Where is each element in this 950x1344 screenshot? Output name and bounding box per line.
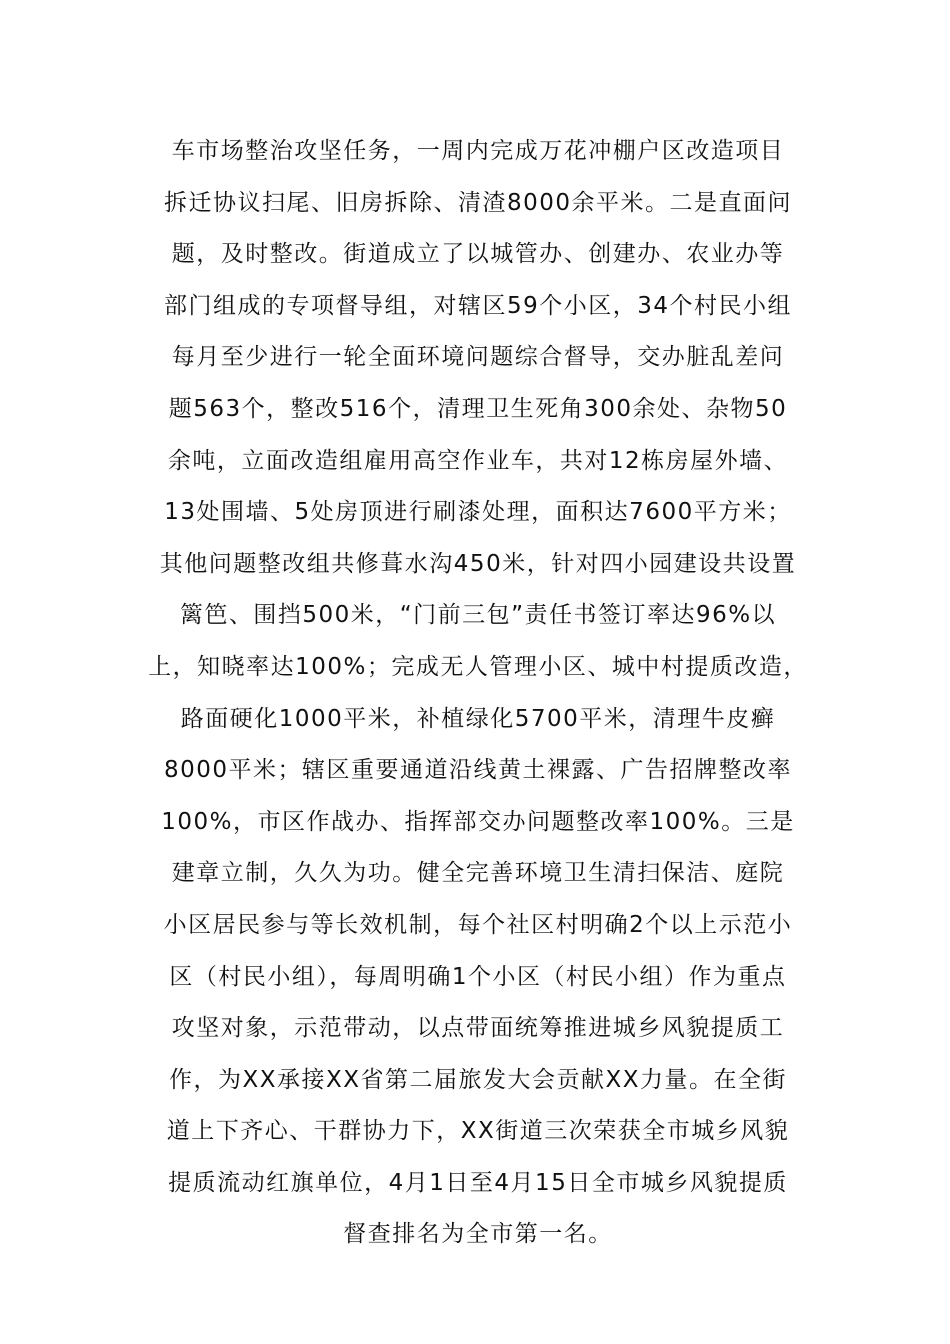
paragraph-line: 8000平米；辖区重要通道沿线黄土裸露、广告招牌整改率	[163, 757, 793, 784]
paragraph-line: 部门组成的专项督导组，对辖区59个小区，34个村民小组	[163, 292, 793, 319]
paragraph-line: 道上下齐心、干群协力下，XX街道三次荣获全市城乡风貌	[166, 1118, 790, 1145]
paragraph-line: 作，为XX承接XX省第二届旅发大会贡献XX力量。在全街	[168, 1066, 788, 1093]
paragraph-line: 篱笆、围挡500米，“门前三包”责任书签订率达96%以	[179, 602, 777, 629]
body-paragraph	[140, 126, 816, 1261]
paragraph-line: 其他问题整改组共修葺水沟450米，针对四小园建设共设置	[159, 550, 797, 577]
paragraph-line: 区（村民小组），每周明确1个小区（村民小组）作为重点	[169, 963, 787, 990]
paragraph-line: 余吨，立面改造组雇用高空作业车，共对12栋房屋外墙、	[167, 447, 789, 474]
paragraph-line: 题563个，整改516个，清理卫生死角300余处、杂物50	[168, 395, 788, 422]
paragraph-line: 路面硬化1000平米，补植绿化5700平米，清理牛皮癣	[180, 705, 776, 732]
paragraph-line: 攻坚对象，示范带动，以点带面统筹推进城乡风貌提质工	[171, 1015, 785, 1042]
paragraph-line: 每月至少进行一轮全面环境问题综合督导，交办脏乱差问	[171, 344, 785, 371]
paragraph-line: 100%，市区作战办、指挥部交办问题整改率100%。三是	[161, 808, 795, 835]
paragraph-line: 督查排名为全市第一名。	[343, 1221, 613, 1248]
paragraph-line: 建章立制，久久为功。健全完善环境卫生清扫保洁、庭院	[171, 860, 785, 887]
paragraph-line: 上，知晓率达100%；完成无人管理小区、城中村提质改造，	[148, 653, 808, 680]
paragraph-line: 小区居民参与等长效机制，每个社区村明确2个以上示范小	[163, 911, 793, 938]
paragraph-line: 13处围墙、5处房顶进行刷漆处理，面积达7600平方米；	[164, 499, 792, 526]
paragraph-line: 车市场整治攻坚任务，一周内完成万花冲棚户区改造项目	[171, 138, 785, 164]
paragraph-line: 题，及时整改。街道成立了以城管办、创建办、农业办等	[171, 241, 785, 268]
paragraph-line: 提质流动红旗单位，4月1日至4月15日全市城乡风貌提质	[168, 1169, 788, 1196]
paragraph-line: 拆迁协议扫尾、旧房拆除、清渣8000余平米。二是直面问	[163, 189, 793, 216]
